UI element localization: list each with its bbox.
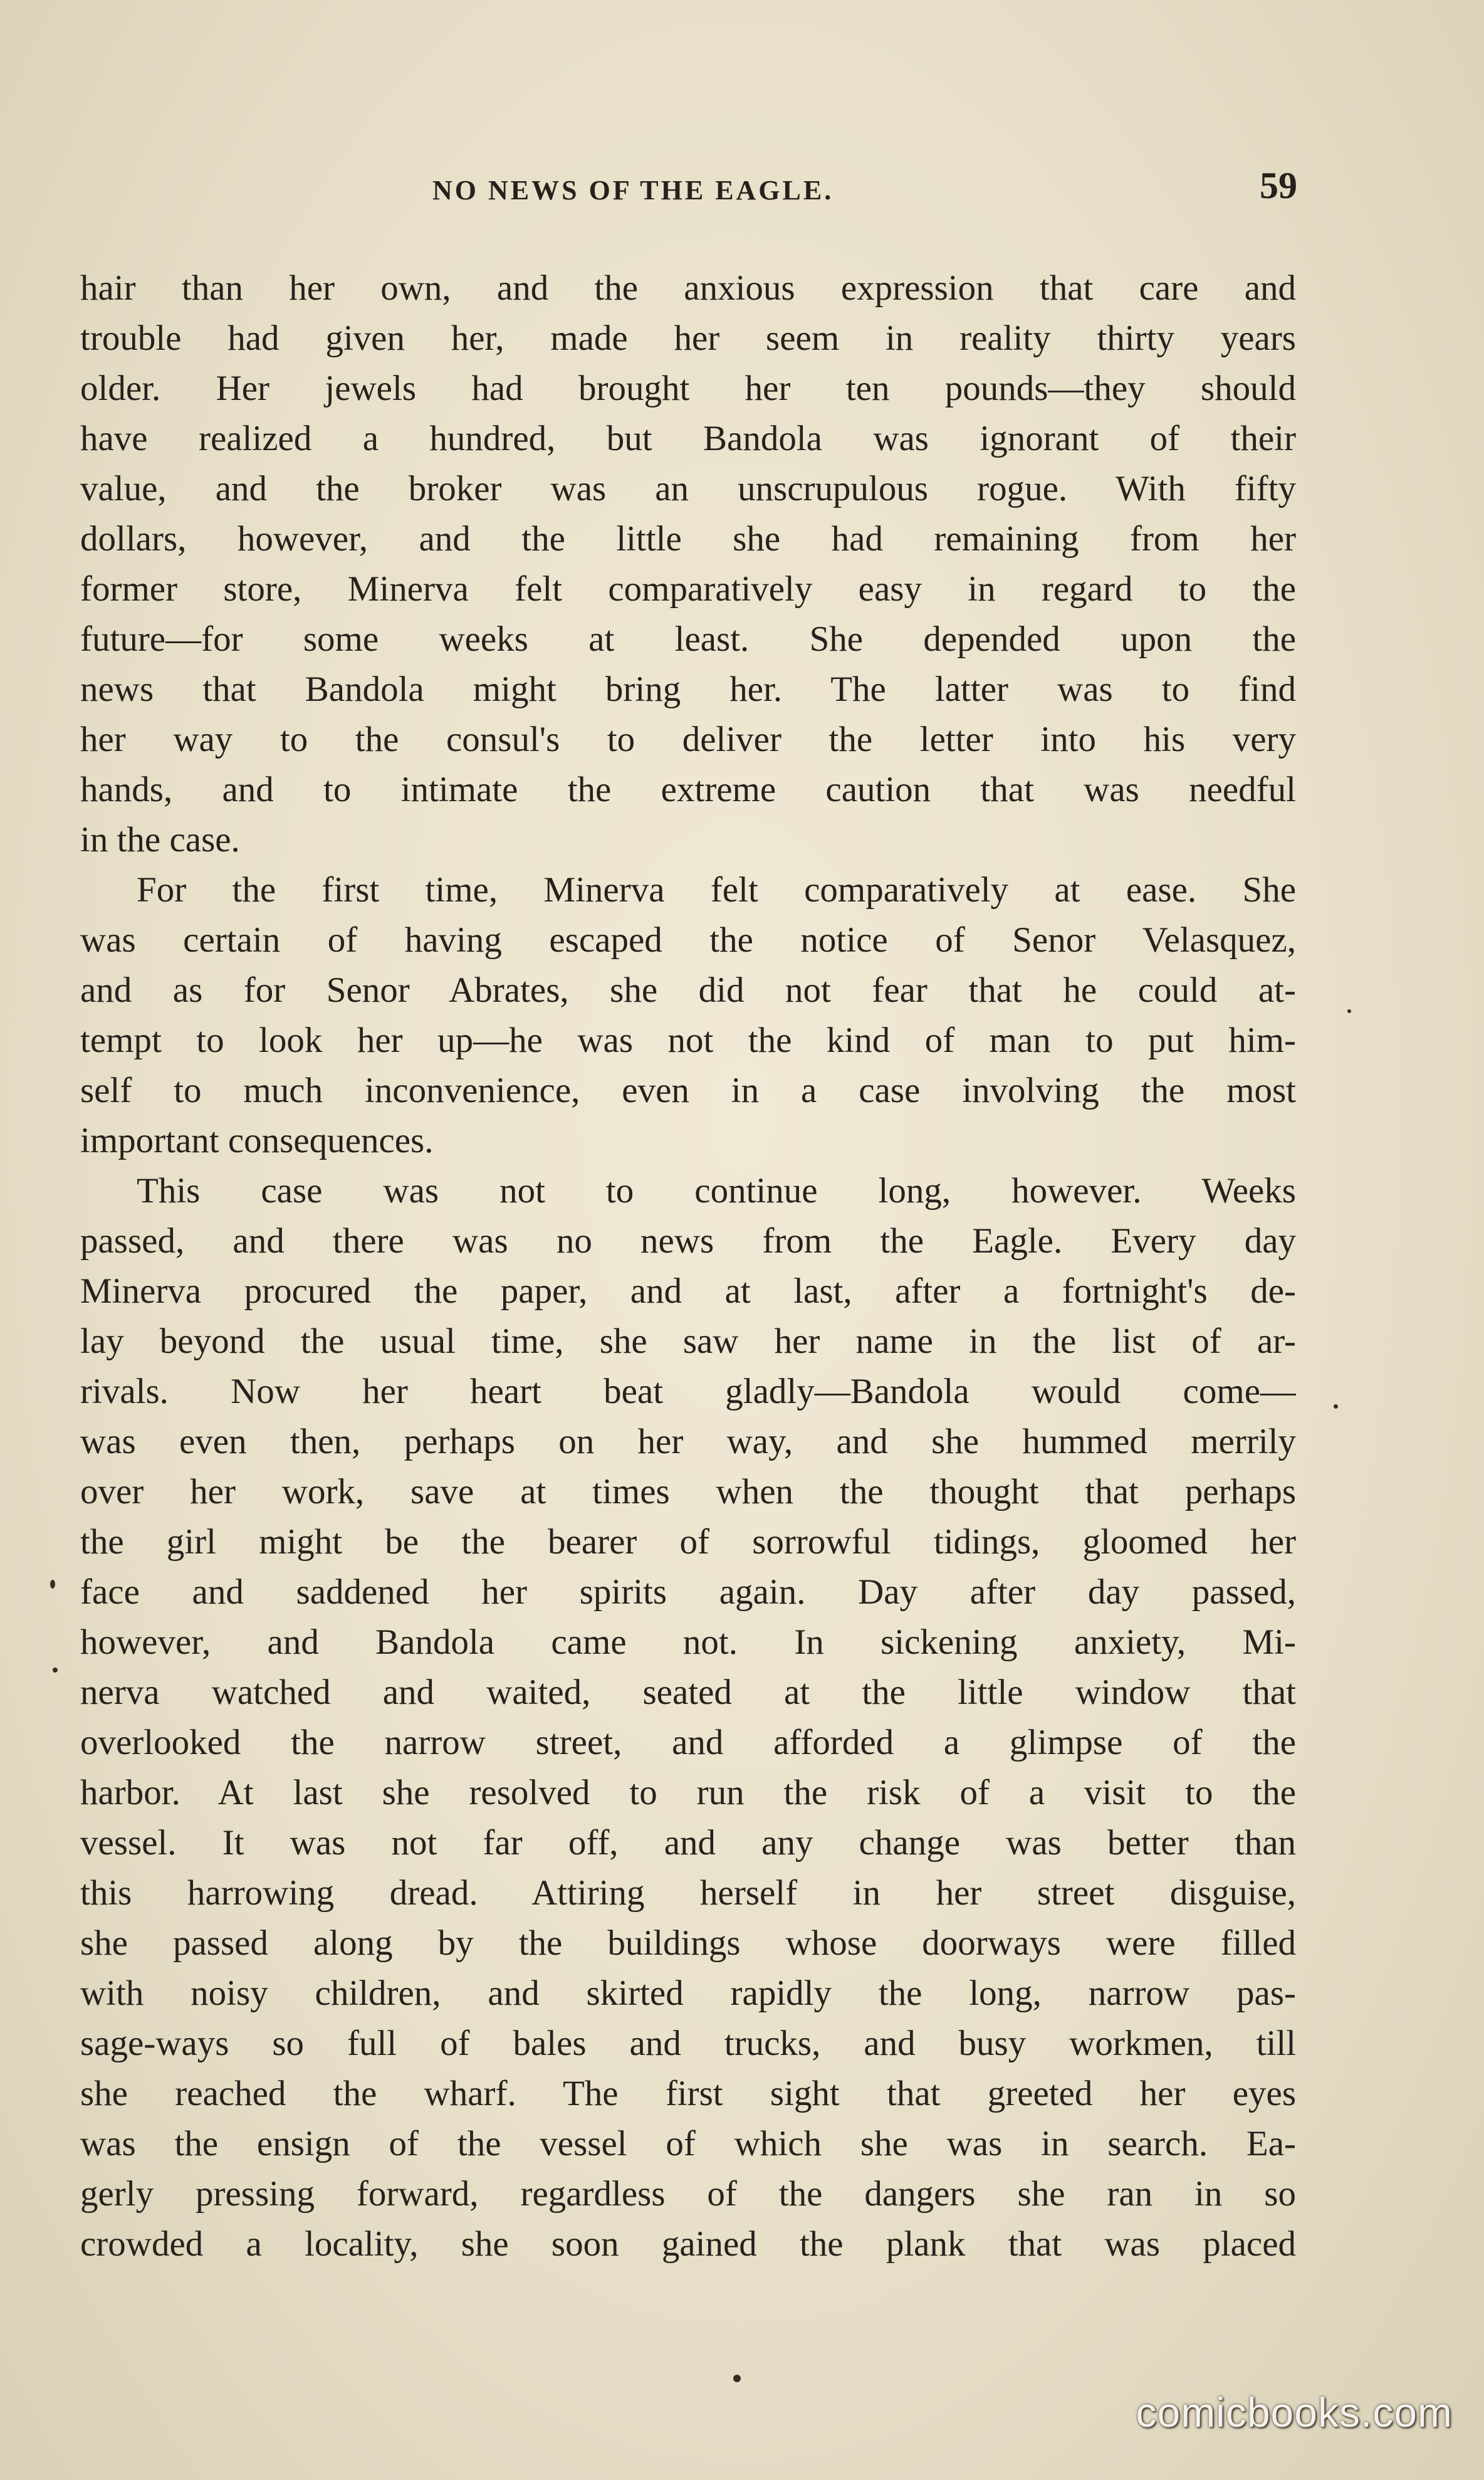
page-number: 59 bbox=[1260, 165, 1297, 206]
text-line: in the case. bbox=[80, 820, 240, 859]
text-line: tempt to look her up—he was not the kind of man to put him- bbox=[80, 1021, 1296, 1060]
text-line: older. Her jewels had brought her ten pounds—they should bbox=[80, 369, 1296, 408]
text-line: and as for Senor Abrates, she did not fear that he could at- bbox=[80, 970, 1296, 1010]
text-line: overlooked the narrow street, and afforded a glimpse of the bbox=[80, 1723, 1296, 1762]
text-line: over her work, save at times when the thought that perhaps bbox=[80, 1472, 1296, 1511]
text-line: was the ensign of the vessel of which she was in search. Ea- bbox=[80, 2124, 1296, 2163]
text-line: the girl might be the bearer of sorrowful tidings, gloomed her bbox=[80, 1522, 1296, 1562]
text-line: hair than her own, and the anxious expression that care and bbox=[80, 268, 1296, 308]
text-line: value, and the broker was an unscrupulous rogue. With fifty bbox=[80, 469, 1296, 508]
text-line: her way to the consul's to deliver the letter into his very bbox=[80, 720, 1296, 759]
text-line: Minerva procured the paper, and at last, after a fortnight's de- bbox=[80, 1271, 1296, 1311]
text-line: have realized a hundred, but Bandola was ignorant of their bbox=[80, 419, 1296, 458]
text-line: news that Bandola might bring her. The latter was to find bbox=[80, 670, 1296, 709]
ink-speck bbox=[733, 2375, 741, 2382]
ink-speck bbox=[1347, 1009, 1351, 1013]
ink-speck bbox=[50, 1580, 55, 1589]
text-line: self to much inconvenience, even in a case involving the most bbox=[80, 1071, 1296, 1110]
text-line: face and saddened her spirits again. Day after day passed, bbox=[80, 1572, 1296, 1612]
text-line: passed, and there was no news from the Eagle. Every day bbox=[80, 1221, 1296, 1261]
text-line: with noisy children, and skirted rapidly the long, narrow pas- bbox=[80, 1973, 1296, 2013]
text-line: nerva watched and waited, seated at the little window that bbox=[80, 1673, 1296, 1712]
text-line: dollars, however, and the little she had remaining from her bbox=[80, 519, 1296, 559]
text-line: was even then, perhaps on her way, and she hummed merrily bbox=[80, 1422, 1296, 1461]
text-line: rivals. Now her heart beat gladly—Bandola would come— bbox=[80, 1372, 1296, 1411]
watermark: comicbooks.com bbox=[1136, 2389, 1453, 2435]
text-line: she passed along by the buildings whose doorways were filled bbox=[80, 1923, 1296, 1963]
text-line: important consequences. bbox=[80, 1121, 434, 1160]
text-line: future—for some weeks at least. She depended upon the bbox=[80, 619, 1296, 659]
text-line: gerly pressing forward, regardless of the dangers she ran in so bbox=[80, 2174, 1296, 2214]
text-line: trouble had given her, made her seem in reality thirty years bbox=[80, 318, 1296, 358]
ink-speck bbox=[53, 1668, 58, 1673]
text-line: crowded a locality, she soon gained the plank that was placed bbox=[80, 2224, 1296, 2264]
text-line: she reached the wharf. The first sight that greeted her eyes bbox=[80, 2074, 1296, 2113]
running-title: NO NEWS OF THE EAGLE. bbox=[432, 175, 834, 206]
text-line: harbor. At last she resolved to run the risk of a visit to the bbox=[80, 1773, 1296, 1812]
text-line: sage-ways so full of bales and trucks, and busy workmen, till bbox=[80, 2024, 1296, 2063]
body-text bbox=[80, 263, 1296, 2269]
ink-speck bbox=[1334, 1404, 1338, 1409]
text-line: former store, Minerva felt comparatively easy in regard to the bbox=[80, 569, 1296, 609]
text-line: For the first time, Minerva felt comparatively at ease. She bbox=[137, 870, 1296, 910]
text-line: however, and Bandola came not. In sickening anxiety, Mi- bbox=[80, 1622, 1296, 1662]
text-line: hands, and to intimate the extreme caution that was needful bbox=[80, 770, 1296, 809]
text-line: vessel. It was not far off, and any change was better than bbox=[80, 1823, 1296, 1863]
text-line: This case was not to continue long, however. Weeks bbox=[137, 1171, 1296, 1211]
text-line: was certain of having escaped the notice of Senor Velasquez, bbox=[80, 920, 1296, 960]
text-line: lay beyond the usual time, she saw her name in the list of ar- bbox=[80, 1321, 1296, 1361]
running-head bbox=[81, 164, 1297, 214]
text-line: this harrowing dread. Attiring herself in her street disguise, bbox=[80, 1873, 1296, 1913]
